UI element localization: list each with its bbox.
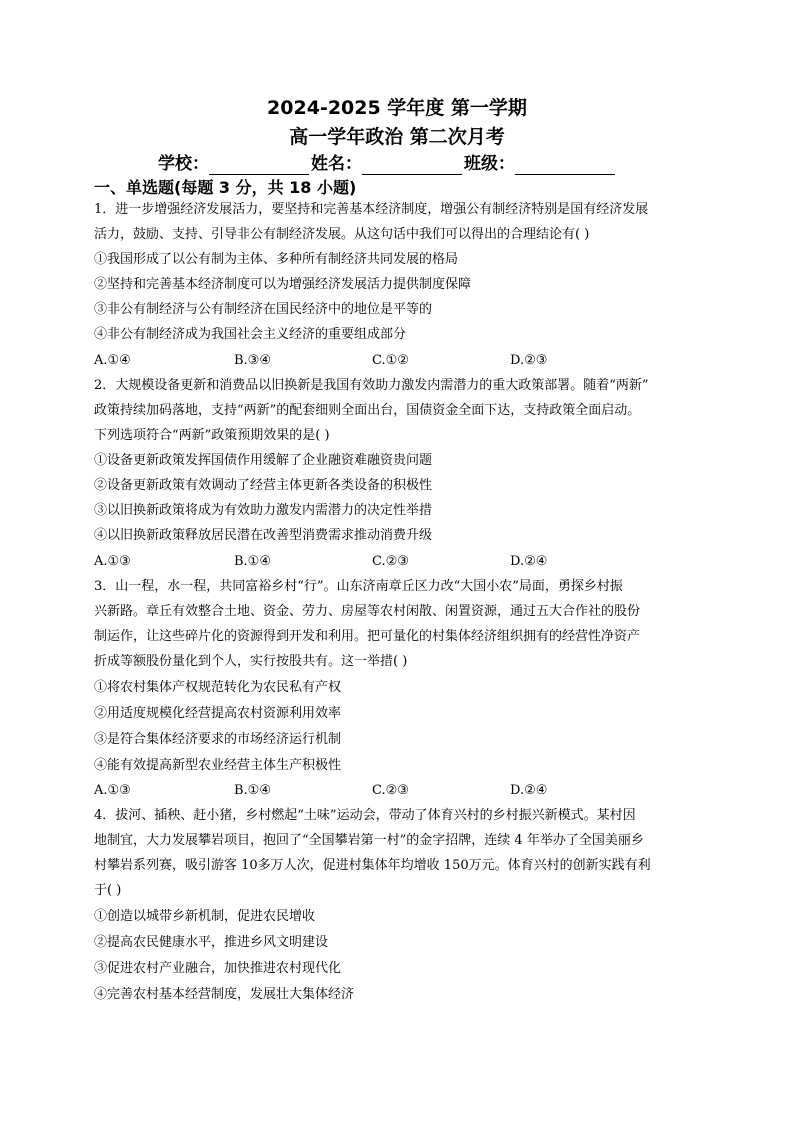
q4-stem-line: 村攀岩系列赛，吸引游客 10多万人次，促进村集体年均增收 150万元。体育兴村的创新实践有利 — [94, 858, 651, 873]
q1-item: ①我国形成了以公有制为主体、多种所有制经济共同发展的格局 — [94, 252, 459, 267]
q3-option-d: D.②④ — [510, 783, 548, 798]
q1-item: ③非公有制经济与公有制经济在国民经济中的地位是平等的 — [94, 302, 433, 317]
q2-item: ①设备更新政策发挥国债作用缓解了企业融资难融资贵问题 — [94, 453, 433, 468]
q2-option-a: A.①③ — [94, 554, 131, 569]
name-blank[interactable] — [362, 156, 462, 175]
q3-item: ③是符合集体经济要求的市场经济运行机制 — [94, 732, 342, 747]
q3-item: ②用适度规模化经营提高农村资源利用效率 — [94, 706, 342, 721]
q1-item: ②坚持和完善基本经济制度可以为增强经济发展活力提供制度保障 — [94, 277, 472, 292]
class-label: 班级： — [464, 154, 515, 174]
school-blank[interactable] — [209, 156, 309, 175]
q3-item: ④能有效提高新型农业经营主体生产积极性 — [94, 758, 342, 773]
q1-item: ④非公有制经济成为我国社会主义经济的重要组成部分 — [94, 327, 407, 342]
school-label: 学校： — [158, 154, 209, 174]
q4-item: ③促进农村产业融合，加快推进农村现代化 — [94, 961, 342, 976]
q1-option-b: B.③④ — [234, 353, 271, 368]
exam-title-line2: 高一学年政治 第二次月考 — [289, 126, 505, 148]
q1-option-c: C.①② — [372, 353, 409, 368]
class-blank[interactable] — [515, 156, 615, 175]
q2-option-c: C.②③ — [372, 554, 409, 569]
q1-option-d: D.②③ — [510, 353, 548, 368]
q4-item: ①创造以城带乡新机制，促进农民增收 — [94, 909, 316, 924]
q3-stem-line: 兴新路。章丘有效整合土地、资金、劳力、房屋等农村闲散、闲置资源，通过五大合作社的股份 — [94, 604, 641, 619]
q3-stem-line: 制运作，让这些碎片化的资源得到开发和利用。把可量化的村集体经济组织拥有的经营性净资产 — [94, 629, 641, 644]
q2-option-b: B.①④ — [234, 554, 271, 569]
q4-item: ②提高农民健康水平，推进乡风文明建设 — [94, 935, 329, 950]
section-heading: 一、单选题(每题 3 分，共 18 小题) — [94, 178, 357, 197]
name-label: 姓名： — [311, 154, 362, 174]
q4-item: ④完善农村基本经营制度，发展壮大集体经济 — [94, 987, 355, 1002]
q3-stem-line: 折成等额股份量化到个人，实行按股共有。这一举措( ) — [94, 654, 408, 669]
q2-item: ②设备更新政策有效调动了经营主体更新各类设备的积极性 — [94, 478, 433, 493]
q2-stem-line: 2．大规模设备更新和消费品以旧换新是我国有效助力激发内需潜力的重大政策部署。随着“两新” — [94, 378, 649, 393]
q2-item: ④以旧换新政策释放居民潜在改善型消费需求推动消费升级 — [94, 528, 433, 543]
q4-stem-line: 地制宜，大力发展攀岩项目，抱回了“全国攀岩第一村”的金字招牌，连续 4 年举办了全国美丽乡 — [94, 833, 644, 848]
q2-stem-line: 政策持续加码落地，支持“两新”的配套细则全面出台，国债资金全面下达，支持政策全面启动。 — [94, 403, 641, 418]
q4-stem-line: 于( ) — [94, 883, 122, 898]
q2-stem-line: 下列选项符合“两新”政策预期效果的是( ) — [94, 428, 330, 443]
q3-option-b: B.①④ — [234, 783, 271, 798]
q1-stem-line: 活力，鼓励、支持、引导非公有制经济发展。从这句话中我们可以得出的合理结论有( ) — [94, 227, 590, 242]
q4-stem-line: 4．拔河、插秧、赶小猪，乡村燃起“土味”运动会，带动了体育兴村的乡村振兴新模式。某村因 — [94, 808, 636, 823]
q2-option-d: D.②④ — [510, 554, 548, 569]
q3-item: ①将农村集体产权规范转化为农民私有产权 — [94, 680, 342, 695]
q3-stem-line: 3．山一程，水一程，共同富裕乡村“行”。山东济南章丘区力改“大国小农”局面，勇探乡村振 — [94, 579, 623, 594]
q2-item: ③以旧换新政策将成为有效助力激发内需潜力的决定性举措 — [94, 503, 433, 518]
q3-option-c: C.②③ — [372, 783, 409, 798]
exam-title-line1: 2024-2025 学年度 第一学期 — [267, 97, 527, 119]
q3-option-a: A.①③ — [94, 783, 131, 798]
q1-option-a: A.①④ — [94, 353, 131, 368]
student-info-row — [158, 153, 617, 175]
q1-stem-line: 1．进一步增强经济发展活力，要坚持和完善基本经济制度，增强公有制经济特别是国有经济发展 — [94, 202, 649, 217]
